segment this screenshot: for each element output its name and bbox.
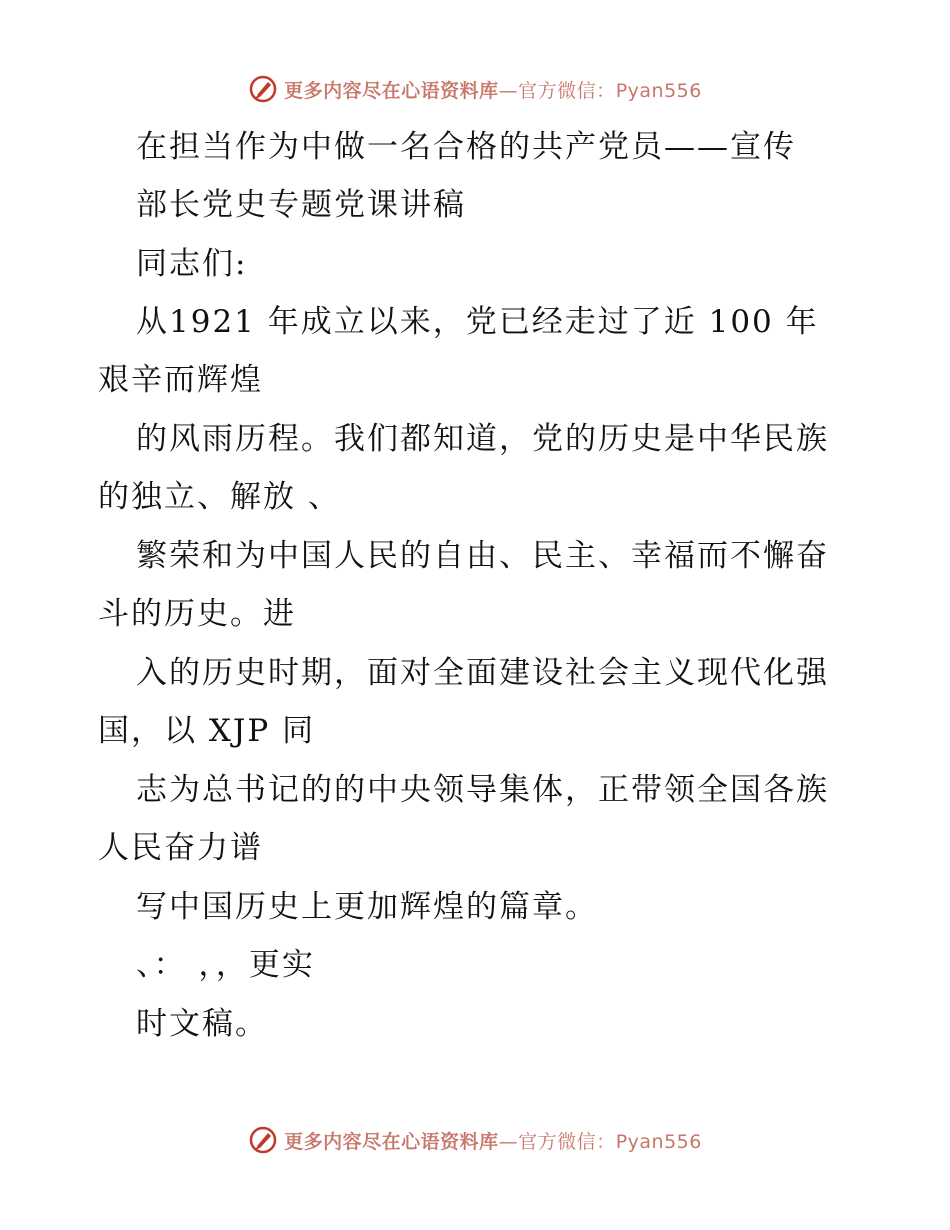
footer-account: Pyan556	[615, 1130, 702, 1153]
paragraph-line: 的风雨历程。我们都知道，党的历史是中华民族	[136, 421, 829, 457]
title-line-2: 部长党史专题党课讲稿	[136, 187, 466, 223]
paragraph-line: 国，以 XJP 同	[98, 713, 316, 749]
footer-wechat-label: 官方微信：	[518, 1130, 616, 1153]
pen-seal-logo-icon	[248, 1125, 278, 1155]
footer-banner	[0, 1123, 950, 1157]
paragraph-line: 、： ，，更实	[136, 947, 315, 983]
header-library-text: 更多内容尽在心语资料库	[284, 79, 499, 102]
header-account: Pyan556	[615, 79, 702, 102]
paragraph-line: 时文稿。	[136, 1006, 268, 1042]
footer-banner-text	[284, 1127, 702, 1154]
footer-library-text: 更多内容尽在心语资料库	[284, 1130, 499, 1153]
pen-seal-logo-icon	[248, 74, 278, 104]
paragraph-line: 从1921 年成立以来，党已经走过了近 100 年	[136, 304, 819, 340]
salutation: 同志们:	[136, 246, 248, 282]
paragraph-line: 艰辛而辉煌	[98, 362, 263, 398]
paragraph-line: 写中国历史上更加辉煌的篇章。	[136, 889, 598, 925]
header-wechat-label: 官方微信：	[518, 79, 616, 102]
paragraph-line: 斗的历史。进	[98, 596, 296, 632]
paragraph-line: 人民奋力谱	[98, 830, 263, 866]
header-dash: —	[498, 79, 519, 102]
paragraph-line: 的独立、解放 、	[98, 479, 341, 515]
title-line-1: 在担当作为中做一名合格的共产党员——宣传	[136, 129, 796, 165]
footer-dash: —	[498, 1130, 519, 1153]
paragraph-line: 志为总书记的的中央领导集体，正带领全国各族	[136, 772, 829, 808]
header-banner	[0, 72, 950, 106]
paragraph-line: 繁荣和为中国人民的自由、民主、幸福而不懈奋	[136, 538, 829, 574]
paragraph-line: 入的历史时期，面对全面建设社会主义现代化强	[136, 655, 829, 691]
header-banner-text	[284, 76, 702, 103]
